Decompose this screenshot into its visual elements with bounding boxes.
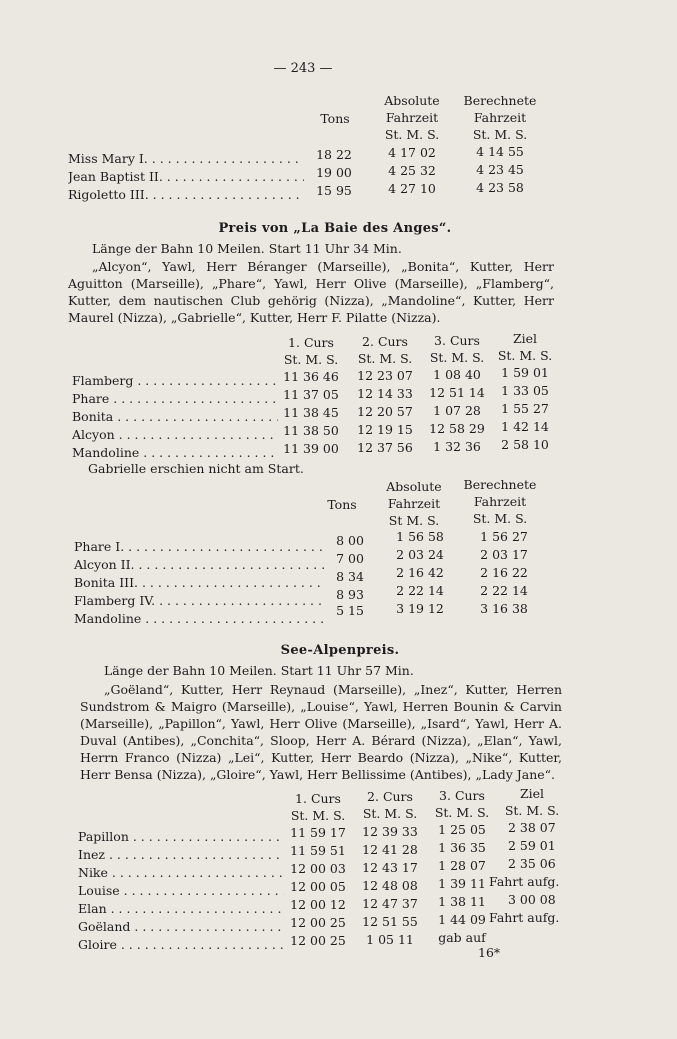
table2-header-ber-line3: St. M. S. [472,511,528,526]
row-name: Mandoline . . . [74,612,324,626]
row-name: Flamberg . . . [72,374,278,388]
row-curs1: 12 00 25 [290,915,346,930]
table1-header-abs-line3: St. M. S. [384,127,440,142]
row-curs1: 11 38 50 [283,423,339,438]
row-tons: 5 15 [336,603,364,618]
row-ziel: Fahrt aufg. [489,874,560,889]
row-curs1: 11 59 17 [290,825,346,840]
row-ziel: 3 00 08 [508,892,556,907]
row-name: Rigoletto III. . . . [68,188,304,202]
row-ber: 3 16 38 [480,601,528,616]
row-name: Alcyon II. . . . [74,558,324,572]
row-curs1: 12 00 25 [290,933,346,948]
table1-header-ber-line1: Berechnete [463,93,537,108]
row-curs3: 1 28 07 [438,858,486,873]
row-abs: 3 19 12 [396,601,444,616]
row-curs1: 12 00 03 [290,861,346,876]
s1-header-sms-1: St. M. S. [283,352,339,367]
row-ziel: 1 33 05 [501,383,549,398]
row-ziel: 2 35 06 [508,856,556,871]
row-curs3: 1 25 05 [438,822,486,837]
row-curs2: 12 48 08 [362,878,418,893]
table1-header-abs-line2: Fahrzeit [385,110,439,125]
row-name: Papillon . . . [78,830,284,844]
row-ziel: 1 55 27 [501,401,549,416]
row-curs3: 1 08 40 [433,367,481,382]
section-title-la-baie: Preis von „La Baie des Anges“. [218,221,452,236]
section2-course-info: Länge der Bahn 10 Meilen. Start 11 Uhr 57 Min. [104,663,414,678]
signature-mark: 16* [478,945,501,960]
s1-header-curs3: 3. Curs [434,333,480,348]
table1-header-tons: Tons [320,111,350,126]
row-curs3: 12 58 29 [429,421,485,436]
row-curs2: 12 20 57 [357,404,413,419]
row-name: Goëland . . . [78,920,284,934]
table2-header-tons: Tons [327,497,357,512]
s2-header-sms-3: St. M. S. [434,805,490,820]
row-curs2: 12 37 56 [357,440,413,455]
row-ziel: 2 58 10 [501,437,549,452]
row-ziel: 2 59 01 [508,838,556,853]
section1-course-info: Länge der Bahn 10 Meilen. Start 11 Uhr 34 Min. [92,241,402,256]
row-curs1: 11 38 45 [283,405,339,420]
section1-entrants-paragraph: „Alcyon“, Yawl, Herr Béranger (Marseille), „Bonita“, Kutter, Herr Aguitton (Marseille), „Phare“, Yawl, Herr Olive (Marseille), „Flamberg“, Kutter, dem nautischen Club gehörig (Nizza), „Mandoline“, Kutter, Herr Maurel (Nizza), „Gabrielle“, Kutter, Herr F. Pilatte (Nizza). [68,259,554,325]
row-curs1: 11 37 05 [283,387,339,402]
row-ber: 4 23 58 [476,180,524,195]
row-curs2: 12 19 15 [357,422,413,437]
row-curs2: 12 39 33 [362,824,418,839]
row-ziel: Fahrt aufg. [489,910,560,925]
row-name: Jean Baptist II. . . . [68,170,304,184]
row-curs1: 12 00 05 [290,879,346,894]
row-curs1: 11 39 00 [283,441,339,456]
row-ziel: 1 59 01 [501,365,549,380]
table1-header-ber-line2: Fahrzeit [473,110,527,125]
row-tons: 7 00 [336,551,364,566]
section1-note: Gabrielle erschien nicht am Start. [88,461,304,476]
row-abs: 2 22 14 [396,583,444,598]
s2-header-curs1: 1. Curs [295,791,341,806]
row-name: Bonita III. . . . [74,576,324,590]
row-ber: 4 23 45 [476,162,524,177]
s2-header-curs3: 3. Curs [439,788,485,803]
table2-header-abs-line1: Absolute [386,479,442,494]
row-curs1: 11 59 51 [290,843,346,858]
row-name: Inez . . . [78,848,284,862]
row-name: Miss Mary I. . . . [68,152,304,166]
row-abs: 4 25 32 [388,163,436,178]
row-ber: 1 56 27 [480,529,528,544]
row-abs: 4 17 02 [388,145,436,160]
row-curs2: 12 51 55 [362,914,418,929]
s2-header-sms-1: St. M. S. [290,808,346,823]
section2-entrants-paragraph: „Goëland“, Kutter, Herr Reynaud (Marseille), „Inez“, Kutter, Herren Sundstrom & Maigro (Marseille), „Louise“, Yawl, Herren Bounin & Carvin (Marseille), „Papillon“, Yawl, Herr Olive (Marseille), „Isard“, Yawl, Herr A. Duval (Antibes), „Conchita“, Sloop, Herr A. Bérard (Nizza), „Elan“, Yawl, Herrn Franco (Nizza) „Lei“, Kutter, Herr Beardo (Nizza), „Nike“, Kutter, Herr Bensa (Nizza), „Gloire“, Yawl, Herr Bellissime (Antibes), „Lady Jane“. [80,682,562,782]
s2-header-ziel: Ziel [519,786,545,801]
row-name: Mandoline . . . [72,446,278,460]
s1-header-curs2: 2. Curs [362,334,408,349]
row-name: Nike . . . [78,866,284,880]
row-name: Alcyon . . . [72,428,278,442]
row-curs1: 12 00 12 [290,897,346,912]
row-tons: 8 00 [336,533,364,548]
table2-header-ber-line1: Berechnete [463,477,537,492]
row-curs2: 12 41 28 [362,842,418,857]
row-tons: 15 95 [316,183,352,198]
s1-header-sms-4: St. M. S. [497,348,553,363]
table2-header-ber-line2: Fahrzeit [473,494,527,509]
row-curs3: 1 32 36 [433,439,481,454]
row-name: Elan . . . [78,902,284,916]
row-ber: 4 14 55 [476,144,524,159]
row-curs3: 1 07 28 [433,403,481,418]
row-curs2: 1 05 11 [366,932,414,947]
s2-header-sms-2: St. M. S. [362,806,418,821]
row-name: Phare I. . . . [74,540,324,554]
table1-header-abs-line1: Absolute [384,93,440,108]
s1-header-curs1: 1. Curs [288,335,334,350]
s2-header-sms-4: St. M. S. [504,803,560,818]
table2-header-abs-line3: St M. S. [388,513,440,528]
row-curs3: 1 36 35 [438,840,486,855]
row-name: Bonita . . . [72,410,278,424]
row-tons: 8 34 [336,569,364,584]
row-curs2: 12 43 17 [362,860,418,875]
row-curs1: 11 36 46 [283,369,339,384]
row-curs3: gab auf [438,930,486,945]
row-ziel: 2 38 07 [508,820,556,835]
row-curs2: 12 14 33 [357,386,413,401]
section-title-see-alpenpreis: See-Alpenpreis. [280,643,400,658]
s2-header-curs2: 2. Curs [367,789,413,804]
s1-header-sms-3: St. M. S. [429,350,485,365]
row-curs3: 1 39 11 [438,876,486,891]
row-tons: 18 22 [316,147,352,162]
row-abs: 2 03 24 [396,547,444,562]
row-name: Phare . . . [72,392,278,406]
row-curs2: 12 23 07 [357,368,413,383]
row-name: Gloire . . . [78,938,284,952]
s1-header-ziel: Ziel [512,331,538,346]
row-curs3: 1 38 11 [438,894,486,909]
table2-header-abs-line2: Fahrzeit [387,496,441,511]
row-tons: 19 00 [316,165,352,180]
row-abs: 4 27 10 [388,181,436,196]
table1-header-ber-line3: St. M. S. [472,127,528,142]
row-abs: 1 56 58 [396,529,444,544]
row-tons: 8 93 [336,587,364,602]
row-ziel: 1 42 14 [501,419,549,434]
row-ber: 2 22 14 [480,583,528,598]
row-curs2: 12 47 37 [362,896,418,911]
row-ber: 2 16 22 [480,565,528,580]
row-abs: 2 16 42 [396,565,444,580]
row-name: Flamberg IV. . . . [74,594,324,608]
page-number: — 243 — [273,61,333,76]
row-ber: 2 03 17 [480,547,528,562]
s1-header-sms-2: St. M. S. [357,351,413,366]
row-curs3: 12 51 14 [429,385,485,400]
row-curs3: 1 44 09 [438,912,486,927]
row-name: Louise . . . [78,884,284,898]
